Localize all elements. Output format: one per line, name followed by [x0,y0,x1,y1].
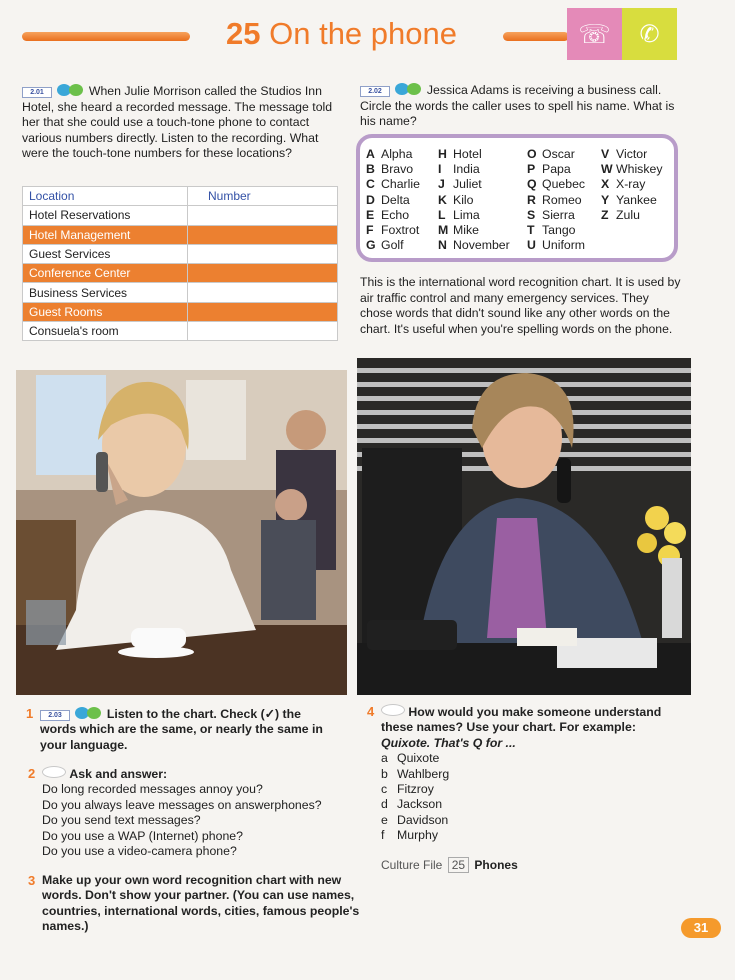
alphabet-word[interactable]: Lima [453,207,480,222]
alphabet-word[interactable]: Sierra [542,207,575,222]
alphabet-letter: T [527,223,535,238]
alphabet-column-1 [366,147,420,253]
page-number: 31 [681,918,721,938]
list-item-letter: e [381,812,388,827]
exercise-2-instructions: Jessica Adams is receiving a business call. Circle the words the caller uses to spell his name. What is his name? [360,83,675,129]
alphabet-word[interactable]: X-ray [616,177,646,192]
question-number: 4 [367,704,375,719]
list-item [381,751,691,766]
column-header-number: Number [188,187,338,206]
track-badge: 2.03 [40,710,70,721]
list-item-letter: a [381,751,388,766]
alphabet-word[interactable]: Quebec [542,177,586,192]
alphabet-entry [527,208,585,223]
alphabet-letter: Z [601,207,609,222]
list-item-name: Murphy [397,828,439,843]
alphabet-letter: A [366,147,375,161]
alphabet-letter: U [527,238,536,253]
culture-file-topic: Phones [474,858,518,872]
alphabet-entry [366,193,420,208]
list-item-letter: f [381,828,385,843]
question-number: 3 [28,873,36,888]
unit-number: 25 [226,16,261,51]
question-2-title: Ask and answer: [69,767,168,781]
exercise-2-text [360,82,682,130]
office-photo-illustration [357,358,691,695]
question-3 [28,873,362,935]
photo-woman-on-phone-office [357,358,691,695]
photo-woman-on-phone-cafe [16,370,347,695]
list-item [381,797,691,812]
alphabet-entry [527,177,585,192]
name-list [381,751,691,843]
question-line: Do you send text messages? [42,813,201,828]
header-bar-left [22,32,190,41]
alphabet-word[interactable]: Charlie [381,177,420,192]
cd-icon [73,706,103,720]
culture-file-reference [381,857,518,873]
alphabet-letter: Q [527,177,537,192]
alphabet-word[interactable]: Victor [616,147,648,161]
alphabet-entry [527,147,585,162]
list-item-name: Fitzroy [397,782,434,797]
alphabet-letter: V [601,147,610,161]
table-row-number[interactable] [188,225,338,244]
table-row-number[interactable] [188,302,338,321]
alphabet-entry [366,162,420,177]
table-row-location: Hotel Reservations [23,206,188,225]
list-item-name: Wahlberg [397,766,450,781]
table-row-location: Business Services [23,283,188,302]
alphabet-letter: B [366,162,375,177]
table-row-number[interactable] [188,206,338,225]
alphabet-letter: D [366,192,375,207]
alphabet-entry [601,162,662,177]
question-1-text: Listen to the chart. Check (✓) the words which are the same, or nearly the same in your language. [40,707,323,752]
alphabet-entry [438,162,510,177]
alphabet-letter: I [438,162,442,177]
alphabet-entry [601,193,662,208]
speaking-icon [381,704,405,716]
alphabet-column-2 [438,147,510,253]
alphabet-word[interactable]: Delta [381,192,410,207]
question-1 [26,706,340,753]
table-row-location: Hotel Management [23,225,188,244]
list-item-name: Quixote [397,751,440,766]
alphabet-word[interactable]: Oscar [542,147,575,161]
question-4-text: How would you make someone understand these names? Use your chart. For example: [381,705,662,735]
table-row-location: Consuela's room [23,322,188,341]
alphabet-word[interactable]: Foxtrot [381,223,420,238]
header-bar-right [503,32,569,41]
list-item-name: Davidson [397,812,449,827]
alphabet-entry [438,208,510,223]
culture-file-number: 25 [448,857,469,873]
location-table [22,186,338,341]
alphabet-letter: P [527,162,536,177]
alphabet-word[interactable]: Whiskey [616,162,663,177]
question-2 [28,766,342,859]
phone-icon: ☏ [567,8,622,60]
alphabet-word[interactable]: Bravo [381,162,414,177]
alphabet-entry [527,223,585,238]
alphabet-word[interactable]: Romeo [542,192,582,207]
table-row-number[interactable] [188,264,338,283]
cafe-photo-illustration [16,370,347,695]
alphabet-word[interactable]: November [453,238,510,253]
table-row-location: Conference Center [23,264,188,283]
alphabet-letter: J [438,177,445,192]
table-row-number[interactable] [188,322,338,341]
chart-description: This is the international word recognition chart. It is used by air traffic control and many emergency services. They chose words that didn't sound like any other words on the chart. It's useful when you're spelling words on the phone. [360,275,681,336]
alphabet-word[interactable]: India [453,162,480,177]
track-badge: 2.01 [22,87,52,98]
list-item-letter: b [381,766,388,781]
alphabet-entry [527,193,585,208]
alphabet-column-3 [527,147,585,253]
alphabet-letter: N [438,238,447,253]
alphabet-letter: K [438,192,447,207]
alphabet-entry [438,223,510,238]
table-row-location: Guest Services [23,244,188,263]
alphabet-entry [366,238,420,253]
alphabet-entry [601,177,662,192]
alphabet-entry [527,238,585,253]
mobile-phone-icon: ✆ [622,8,677,60]
question-4 [367,704,691,844]
alphabet-entry [601,147,662,162]
alphabet-word[interactable]: Hotel [453,147,482,161]
question-3-text: Make up your own word recognition chart with new words. Don't show your partner. (You can use names, countries, international words, cities, famous people's names.) [42,873,360,934]
alphabet-entry [438,193,510,208]
unit-title: On the phone [269,16,457,51]
alphabet-letter: O [527,147,537,161]
alphabet-letter: F [366,223,374,238]
alphabet-word[interactable]: Tango [542,223,576,238]
question-line: Do you use a WAP (Internet) phone? [42,828,243,843]
alphabet-letter: X [601,177,610,192]
cd-icon [393,82,423,96]
header-icons [567,8,677,60]
list-item-letter: d [381,797,388,812]
exercise-1-instructions: When Julie Morrison called the Studios Inn Hotel, she heard a recorded message. The message told her that she could use a touch-tone phone to contact various numbers directly. Listen to the recording. What were the touch-tone numbers for these locations? [22,84,333,161]
alphabet-column-4 [601,147,662,223]
alphabet-entry [438,177,510,192]
list-item [381,782,691,797]
list-item-name: Jackson [397,797,443,812]
alphabet-letter: L [438,207,446,222]
alphabet-word[interactable]: Mike [453,223,479,238]
alphabet-letter: G [366,238,376,253]
exercise-1-text [22,83,340,162]
alphabet-word[interactable]: Yankee [616,192,657,207]
table-row-number[interactable] [188,283,338,302]
alphabet-entry [527,162,585,177]
alphabet-word[interactable]: Zulu [616,207,640,222]
question-4-example: Quixote. That's Q for ... [381,735,516,750]
alphabet-entry [438,238,510,253]
alphabet-entry [366,177,420,192]
question-line: Do long recorded messages annoy you? [42,782,263,797]
alphabet-word[interactable]: Papa [542,162,571,177]
list-item [381,813,691,828]
question-number: 1 [26,706,34,721]
column-header-location: Location [23,187,188,206]
alphabet-word[interactable]: Alpha [381,147,413,161]
word-recognition-chart [356,134,678,262]
alphabet-letter: H [438,147,447,161]
alphabet-word[interactable]: Golf [381,238,404,253]
question-line: Do you use a video-camera phone? [42,844,237,859]
culture-file-label: Culture File [381,858,443,872]
alphabet-entry [601,208,662,223]
table-row-number[interactable] [188,244,338,263]
alphabet-letter: E [366,207,375,222]
alphabet-entry [366,208,420,223]
question-line: Do you always leave messages on answerphones? [42,797,322,812]
speaking-icon [42,766,66,778]
alphabet-word[interactable]: Echo [381,207,410,222]
page-title [226,16,457,52]
alphabet-word[interactable]: Juliet [453,177,482,192]
table-row-location: Guest Rooms [23,302,188,321]
cd-icon [55,83,85,97]
question-number: 2 [28,766,36,781]
alphabet-letter: Y [601,192,610,207]
list-item-letter: c [381,782,388,797]
alphabet-letter: R [527,192,536,207]
alphabet-letter: M [438,223,449,238]
list-item [381,767,691,782]
alphabet-entry [366,223,420,238]
alphabet-word[interactable]: Uniform [542,238,586,253]
alphabet-entry [438,147,510,162]
alphabet-letter: S [527,207,536,222]
alphabet-entry [366,147,420,162]
track-badge: 2.02 [360,86,390,97]
alphabet-letter: W [601,162,613,177]
list-item [381,828,691,843]
alphabet-letter: C [366,177,375,192]
alphabet-word[interactable]: Kilo [453,192,474,207]
